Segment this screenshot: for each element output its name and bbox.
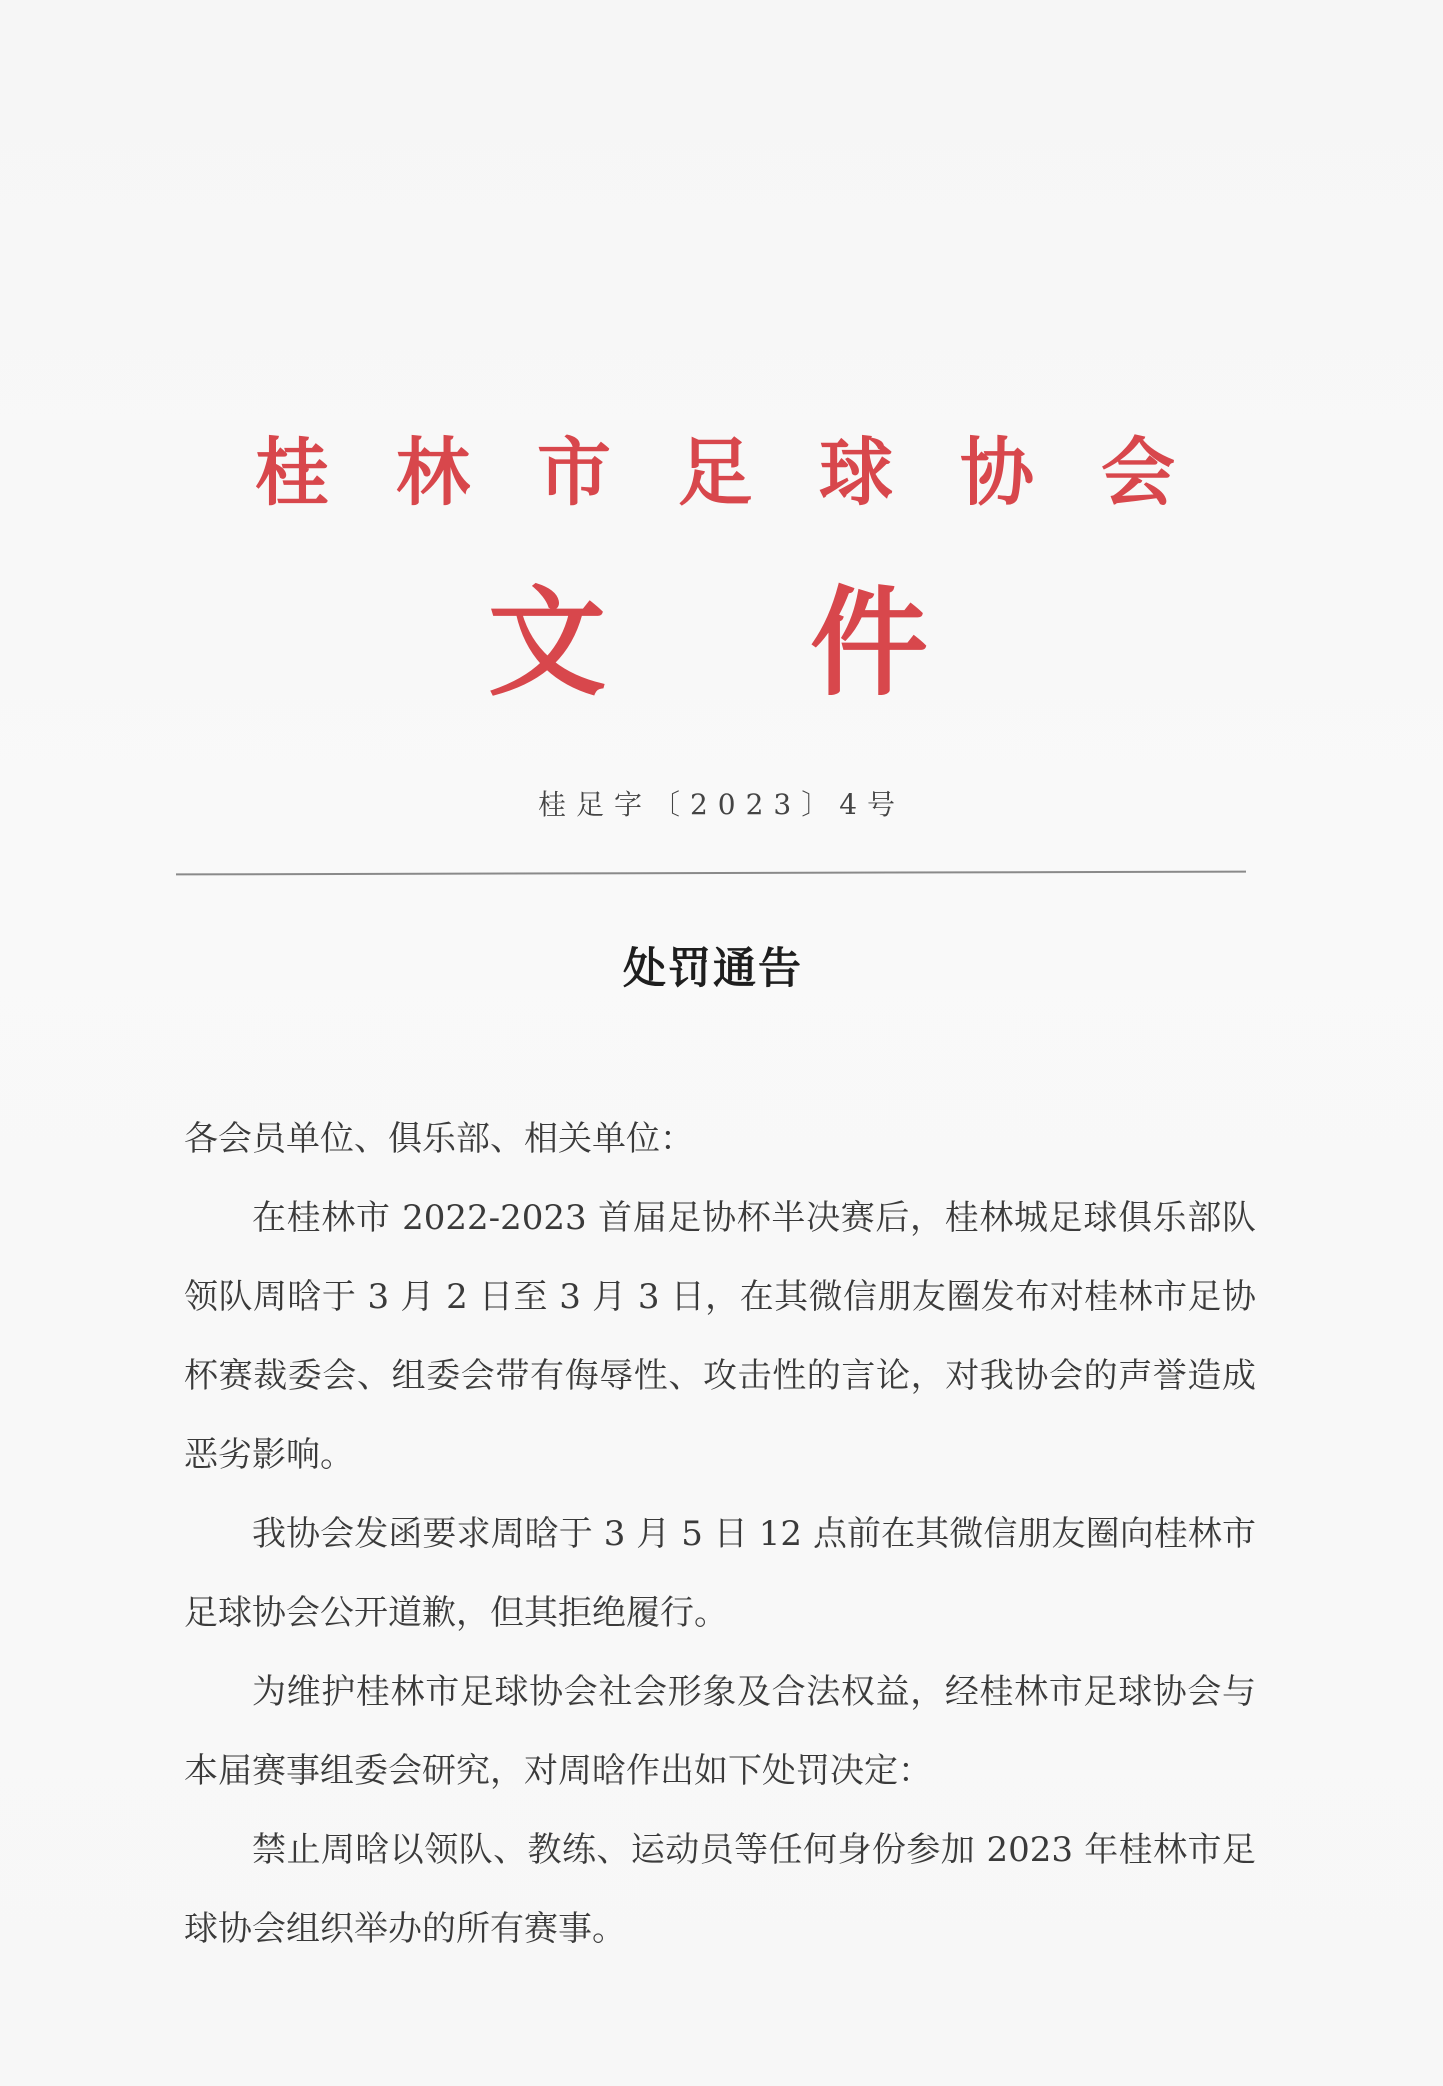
- body-paragraph: 为维护桂林市足球协会社会形象及合法权益，经桂林市足球协会与本届赛事组委会研究，对周晗作出如下处罚决定：: [184, 1672, 1256, 1791]
- notice-body: [184, 1100, 1256, 1969]
- doc-char: 件: [809, 573, 928, 712]
- org-char: 足: [678, 430, 752, 516]
- body-paragraph: 我协会发函要求周晗于 3 月 5 日 12 点前在其微信朋友圈向桂林市足球协会公开道歉，但其拒绝履行。: [184, 1514, 1256, 1633]
- org-char: 市: [537, 430, 611, 516]
- org-char: 会: [1101, 430, 1175, 516]
- org-char: 协: [960, 430, 1034, 516]
- organization-name: [255, 418, 1175, 528]
- doc-char: 文: [488, 573, 607, 712]
- body-paragraph: 禁止周晗以领队、教练、运动员等任何身份参加 2023 年桂林市足球协会组织举办的所有赛事。: [184, 1830, 1256, 1949]
- document-number: 桂足字〔2023〕4号: [537, 788, 906, 821]
- salutation: 各会员单位、俱乐部、相关单位：: [184, 1119, 694, 1159]
- header-divider: [176, 871, 1246, 876]
- org-char: 林: [396, 430, 470, 516]
- body-paragraph: 在桂林市 2022-2023 首届足协杯半决赛后，桂林城足球俱乐部队领队周晗于 3 月 2 日至 3 月 3 日，在其微信朋友圈发布对桂林市足协杯赛裁委会、组委会带有侮辱性、攻击性的言论，对我协会的声誉造成恶劣影响。: [184, 1198, 1256, 1475]
- org-char: 桂: [255, 430, 329, 516]
- document-heading: [488, 573, 928, 712]
- org-char: 球: [819, 430, 893, 516]
- notice-title: 处罚通告: [623, 944, 803, 994]
